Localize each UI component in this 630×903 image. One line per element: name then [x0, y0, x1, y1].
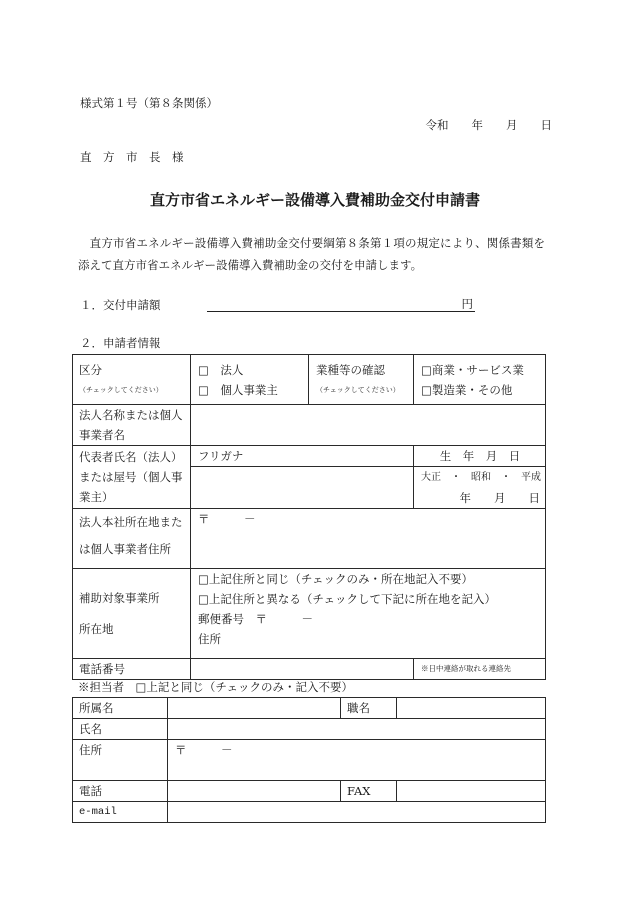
- facility-address-field: [191, 569, 546, 659]
- contact-person-table: [72, 697, 546, 823]
- representative-label-line: 代表者氏名（法人）: [79, 450, 183, 464]
- position-field: [397, 698, 546, 719]
- same-address-checkbox-option: □上記住所と同じ（チェックのみ・所在地記入不要）: [198, 572, 474, 586]
- facility-label-line: 所在地: [79, 621, 114, 636]
- contact-name-field: [168, 719, 546, 740]
- amount-field: [207, 297, 475, 312]
- head-office-row: [73, 509, 546, 569]
- business-name-label-line: 事業者名: [79, 428, 125, 442]
- contact-phone-label: 電話: [73, 781, 168, 802]
- head-office-address-field: [191, 509, 546, 569]
- head-office-label-cell: [73, 509, 191, 569]
- applicant-info-table: [72, 354, 546, 680]
- contact-phone-row: [73, 781, 546, 802]
- phone-note: ※日中連絡が取れる連絡先: [421, 664, 511, 673]
- phone-note-cell: [414, 659, 546, 680]
- furigana-cell: [191, 446, 414, 467]
- facility-row: [73, 569, 546, 659]
- contact-postal-code: 〒 －: [175, 743, 233, 757]
- contact-address-field: [168, 740, 546, 781]
- representative-name-field: [191, 467, 414, 509]
- different-address-checkbox-option: □上記住所と異なる（チェックして下記に所在地を記入）: [198, 592, 497, 606]
- representative-label-line: 業主）: [79, 490, 114, 504]
- industry-hint: （チェックしてください）: [316, 385, 400, 394]
- manufacturing-other-checkbox-option: □製造業・その他: [421, 382, 513, 397]
- applicant-section-label: ２．申請者情報: [80, 336, 161, 350]
- business-name-row: [73, 405, 546, 446]
- head-office-label-line: は個人事業者住所: [79, 542, 171, 556]
- industry-label: 業種等の確認: [316, 362, 385, 377]
- representative-label-cell: [73, 446, 191, 509]
- facility-address-label: 住所: [198, 632, 221, 646]
- amount-unit: 円: [461, 297, 473, 311]
- category-label: 区分: [79, 362, 102, 377]
- business-name-label-cell: [73, 405, 191, 446]
- birthdate-label: 生 年 月 日: [439, 449, 521, 463]
- category-hint: （チェックしてください）: [79, 385, 163, 394]
- contact-name-label: 氏名: [73, 719, 168, 740]
- facility-label-cell: [73, 569, 191, 659]
- head-office-postal-code: 〒 －: [198, 512, 256, 526]
- contact-address-row: [73, 740, 546, 781]
- birthdate-header-cell: [414, 446, 546, 467]
- category-options-cell: [191, 355, 309, 405]
- amount-label: １．交付申請額: [80, 298, 161, 312]
- business-name-field: [191, 405, 546, 446]
- category-row: [73, 355, 546, 405]
- contact-name-row: [73, 719, 546, 740]
- intro-line-2: 添えて直方市省エネルギー設備導入費補助金の交付を申請します。: [78, 258, 423, 272]
- contact-address-label: 住所: [73, 740, 168, 781]
- intro-line-1: 直方市省エネルギー設備導入費補助金交付要綱第８条第１項の規定により、関係書類を: [78, 236, 545, 250]
- department-label: 所属名: [73, 698, 168, 719]
- department-field: [168, 698, 341, 719]
- form-number: 様式第１号（第８条関係）: [80, 96, 218, 110]
- birthdate-cell: [414, 467, 546, 509]
- form-title: 直方市省エネルギー設備導入費補助金交付申請書: [149, 191, 480, 209]
- position-label: 職名: [341, 698, 397, 719]
- phone-row: [73, 659, 546, 680]
- business-name-label-line: 法人名称または個人: [79, 408, 183, 422]
- fax-label: FAX: [341, 781, 397, 802]
- department-row: [73, 698, 546, 719]
- application-date: 令和 年 月 日: [425, 118, 552, 132]
- contact-heading: ※担当者 □上記と同じ（チェックのみ・記入不要）: [78, 680, 354, 694]
- industry-label-cell: [309, 355, 414, 405]
- representative-row: [73, 446, 546, 467]
- representative-label-line: または屋号（個人事: [79, 470, 183, 484]
- contact-phone-field: [168, 781, 341, 802]
- furigana-label: フリガナ: [198, 449, 244, 463]
- birthdate-era-options: 大正 ・ 昭和 ・ 平成: [421, 471, 541, 483]
- industry-options-cell: [414, 355, 546, 405]
- facility-label-line: 補助対象事業所: [79, 590, 160, 605]
- phone-label-cell: [73, 659, 191, 680]
- birthdate-format: 年 月 日: [459, 490, 540, 505]
- corporation-checkbox-option: □ 法人: [198, 362, 244, 377]
- addressee: 直 方 市 長 様: [80, 150, 184, 164]
- head-office-label-line: 法人本社所在地また: [79, 515, 183, 529]
- facility-postal-code: 郵便番号 〒 －: [198, 612, 313, 626]
- category-label-cell: [73, 355, 191, 405]
- phone-field: [191, 659, 414, 680]
- phone-label: 電話番号: [79, 662, 125, 676]
- email-field: [168, 802, 546, 823]
- email-label: e-mail: [73, 802, 168, 823]
- commerce-service-checkbox-option: □商業・サービス業: [421, 362, 524, 377]
- sole-proprietor-checkbox-option: □ 個人事業主: [198, 382, 278, 397]
- fax-field: [397, 781, 546, 802]
- email-row: [73, 802, 546, 823]
